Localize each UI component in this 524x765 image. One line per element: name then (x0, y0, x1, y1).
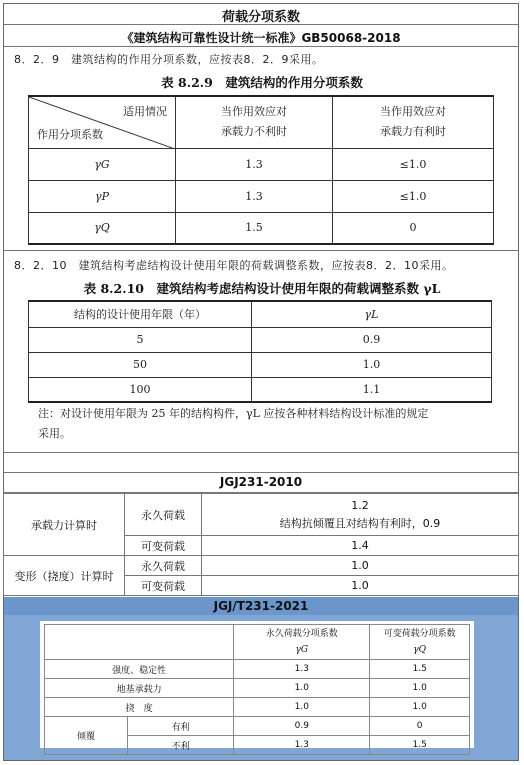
value-cell: ≤1.0 (333, 180, 494, 212)
variable-load-label: 可变荷载 (125, 536, 202, 556)
table-829-caption: 表 8.2.9 建筑结构的作用分项系数 (161, 75, 363, 90)
perm-value: 1.3 (234, 660, 370, 679)
favorable-label: 有利 (128, 717, 234, 736)
table-row (4, 556, 519, 576)
perm-value: 1.0 (234, 698, 370, 717)
table-row (45, 660, 470, 679)
deform-label: 变形（挠度）计算时 (4, 556, 125, 596)
perm-value: 1.0 (234, 679, 370, 698)
col2-line1: 当作用效应对 (380, 105, 446, 119)
note-line-2: 采用。 (38, 427, 71, 440)
jgj-t231-2021-table (44, 624, 470, 755)
clause-829: 8．2．9 建筑结构的作用分项系数，应按表8．2．9采用。 (14, 53, 324, 66)
note-line-1: 注：对设计使用年限为 25 年的结构构件，γL 应按各种材料结构设计标准的规定 (38, 407, 429, 420)
col1-line2: 承载力不利时 (221, 125, 287, 139)
col2-line2: 承载力有利时 (380, 125, 446, 139)
permanent-load-label: 永久荷载 (125, 494, 202, 536)
factor-header: γL (252, 301, 492, 327)
col1-line1: 当作用效应对 (221, 105, 287, 119)
unfavorable-label: 不利 (128, 736, 234, 755)
var-value: 1.0 (370, 679, 470, 698)
var-factor-header-text: 可变荷载分项系数 (383, 629, 456, 639)
value-cell: 1.5 (176, 212, 333, 244)
variable-load-label: 可变荷载 (125, 576, 202, 596)
factor-cell: 1.0 (252, 352, 492, 377)
empty-header-cell (45, 625, 234, 660)
table-row (45, 679, 470, 698)
blank-row (3, 453, 519, 473)
row-label: 强度、稳定性 (45, 660, 234, 679)
symbol-cell: γQ (29, 212, 176, 244)
diag-top-label: 适用情况 (123, 105, 167, 118)
perm-value: 0.9 (234, 717, 370, 736)
years-cell: 50 (29, 352, 252, 377)
value-cell: 1.3 (176, 148, 333, 180)
permanent-load-label: 永久荷载 (125, 556, 202, 576)
table-8210-caption: 表 8.2.10 建筑结构考虑结构设计使用年限的荷载调整系数 γL (83, 281, 441, 296)
factor-cell: 0.9 (252, 327, 492, 352)
overturn-label: 倾覆 (45, 717, 128, 755)
years-cell: 100 (29, 377, 252, 402)
section-8210-divider (3, 0, 519, 453)
var-factor-symbol: γQ (413, 645, 427, 655)
symbol-cell: γP (29, 180, 176, 212)
jgj231-2010-title-row (3, 473, 519, 493)
perm-factor-header-text: 永久荷载分项系数 (265, 629, 338, 639)
table-row (45, 717, 470, 736)
diag-bottom-label: 作用分项系数 (37, 127, 103, 141)
bearing-variable-value: 1.4 (202, 536, 519, 556)
deform-permanent-value: 1.0 (202, 556, 519, 576)
table-row (45, 698, 470, 717)
standard-subtitle: 《建筑结构可靠性设计统一标准》GB50068-2018 (121, 31, 401, 45)
perm-factor-header (234, 625, 370, 660)
deform-variable-value: 1.0 (202, 576, 519, 596)
bearing-permanent-value-cell (202, 494, 519, 536)
row-label: 挠 度 (45, 698, 234, 717)
table-header-row (45, 625, 470, 660)
perm-factor-symbol: γG (295, 645, 309, 655)
bearing-permanent-value: 1.2 (351, 498, 369, 512)
clause-8210: 8．2．10 建筑结构考虑结构设计使用年限的荷载调整系数，应按表8．2．10采用。 (14, 259, 454, 272)
perm-value: 1.3 (234, 736, 370, 755)
bearing-permanent-note: 结构抗倾覆且对结构有利时，0.9 (279, 516, 441, 530)
var-value: 0 (370, 717, 470, 736)
factor-cell: 1.1 (252, 377, 492, 402)
var-factor-header (370, 625, 470, 660)
symbol-cell: γG (29, 148, 176, 180)
row-label: 地基承载力 (45, 679, 234, 698)
years-cell: 5 (29, 327, 252, 352)
jgj231-2010-table (3, 493, 519, 596)
value-cell: 0 (333, 212, 494, 244)
var-value: 1.5 (370, 736, 470, 755)
var-value: 1.5 (370, 660, 470, 679)
page-title: 荷载分项系数 (221, 10, 300, 25)
var-value: 1.0 (370, 698, 470, 717)
table-row (4, 494, 519, 536)
value-cell: 1.3 (176, 180, 333, 212)
jgj-t231-2021-title: JGJ/T231-2021 (4, 597, 518, 615)
jgj231-2010-title: JGJ231-2010 (219, 475, 303, 489)
value-cell: ≤1.0 (333, 148, 494, 180)
bearing-label: 承载力计算时 (4, 494, 125, 556)
years-header: 结构的设计使用年限（年） (29, 301, 252, 327)
